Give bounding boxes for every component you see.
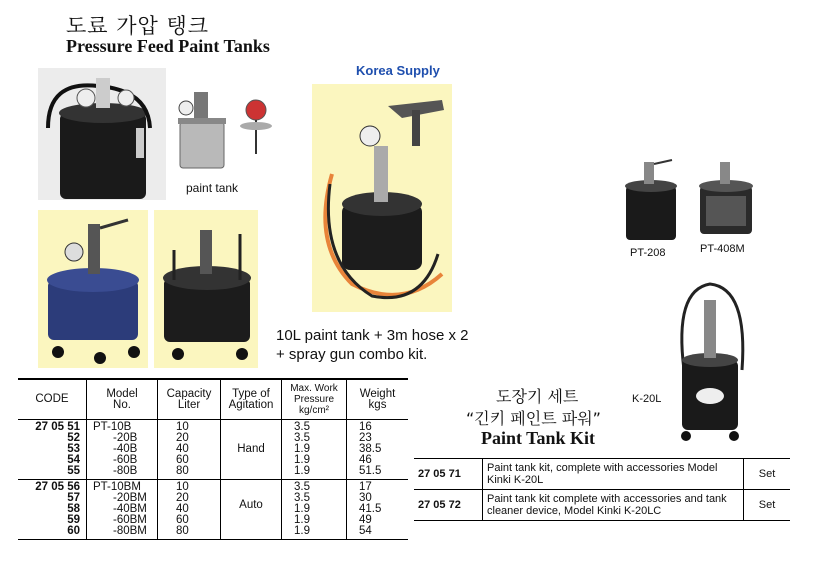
kit-title-korean: 도장기 세트 [496,387,579,406]
table-cell-code: 58 [67,503,80,515]
pressure-tank-icon [38,68,166,200]
kit-cell-unit: Set [744,459,791,490]
table-row-group-auto [18,480,408,540]
blue-tank-icon [38,210,148,368]
table-cell-model: -80B [113,465,138,477]
table-cell-weight: 17 [359,481,372,493]
header-weight: Weight kgs [347,379,409,420]
spec-table [18,378,408,540]
table-cell-weight: 38.5 [359,443,382,455]
kit-cell-desc: Paint tank kit complete with accessories and tank cleaner device, Model Kinki K-20LC [483,490,744,521]
table-cell-capacity: 80 [176,465,189,477]
caption-pt208: PT-208 [630,247,666,259]
caption-k20l: K-20L [632,393,662,405]
black-tank-photo [154,210,258,368]
k20l-tank-icon [664,270,756,444]
table-cell-agitation: Hand [221,420,282,480]
caption-pt408m: PT-408M [700,243,745,255]
table-cell-code: 60 [67,525,80,537]
table-cell-code: 27 05 56 [35,481,80,493]
table-cell-weight: 51.5 [359,465,382,477]
table-cell-capacity: 10 [176,421,189,433]
table-cell-code: 59 [67,514,80,526]
table-cell-model: -80BM [113,525,147,537]
table-cell-pressure: 3.5 [294,432,310,444]
pt408m-tank-icon [692,158,758,238]
table-row-group-hand [18,420,408,480]
paint-tank-photo [170,84,280,184]
title-english: Pressure Feed Paint Tanks [66,36,270,56]
kit-title-english: Paint Tank Kit [481,428,596,448]
spec-table-header [18,379,408,420]
table-cell-model: PT-10BM [93,481,141,493]
table-cell-code: 55 [67,465,80,477]
pressure-tank-photo [38,68,166,200]
supplier-label: Korea Supply [356,63,440,78]
table-cell-capacity: 40 [176,443,189,455]
table-cell-capacity: 40 [176,503,189,515]
header-model: Model No. [87,379,158,420]
header-capacity: Capacity Liter [158,379,221,420]
black-tank-icon [154,210,258,368]
silver-tank-icon [170,84,280,184]
table-cell-weight: 23 [359,432,372,444]
table-cell-model: -40BM [113,503,147,515]
kit-cell-code: 27 05 72 [414,490,483,521]
table-row [414,490,790,521]
table-cell-pressure: 1.9 [294,525,310,537]
pt408m-photo [692,158,758,238]
k20l-photo [664,270,756,444]
kit-table [414,458,790,521]
table-cell-code: 27 05 51 [35,421,80,433]
table-cell-pressure: 1.9 [294,514,310,526]
caption-paint-tank: paint tank [186,181,239,195]
kit-cell-unit: Set [744,490,791,521]
table-row [414,459,790,490]
table-cell-capacity: 60 [176,514,189,526]
pt208-photo [614,156,686,244]
table-cell-pressure: 3.5 [294,481,310,493]
table-cell-code: 54 [67,454,80,466]
blue-tank-photo [38,210,148,368]
table-cell-weight: 46 [359,454,372,466]
header-code: CODE [18,379,87,420]
table-cell-pressure: 1.9 [294,443,310,455]
table-cell-pressure: 1.9 [294,465,310,477]
table-cell-model: -20BM [113,492,147,504]
combo-kit-icon [312,84,452,312]
title-korean: 도료 가압 탱크 [66,14,210,38]
table-cell-code: 52 [67,432,80,444]
table-cell-capacity: 80 [176,525,189,537]
table-cell-capacity: 20 [176,432,189,444]
table-cell-pressure: 1.9 [294,503,310,515]
table-cell-code: 53 [67,443,80,455]
kit-subtitle-korean: “긴키 페인트 파워” [466,409,601,428]
table-cell-weight: 30 [359,492,372,504]
combo-kit-caption: 10L paint tank + 3m hose x 2 + spray gun combo kit. [276,327,469,363]
pt208-tank-icon [614,156,686,244]
table-cell-model: -60BM [113,514,147,526]
table-cell-capacity: 20 [176,492,189,504]
table-cell-capacity: 10 [176,481,189,493]
table-cell-model: -20B [113,432,138,444]
table-cell-code: 57 [67,492,80,504]
header-pressure: Max. Work Pressure kg/cm² [282,379,347,420]
table-cell-weight: 16 [359,421,372,433]
table-cell-capacity: 60 [176,454,189,466]
table-cell-pressure: 3.5 [294,421,310,433]
table-cell-weight: 49 [359,514,372,526]
kit-cell-desc: Paint tank kit, complete with accessories Model Kinki K-20L [483,459,744,490]
table-cell-weight: 41.5 [359,503,382,515]
table-cell-model: -40B [113,443,138,455]
combo-kit-photo [312,84,452,312]
header-agitation: Type of Agitation [221,379,282,420]
table-cell-pressure: 1.9 [294,454,310,466]
kit-cell-code: 27 05 71 [414,459,483,490]
table-cell-model: PT-10B [93,421,132,433]
table-cell-pressure: 3.5 [294,492,310,504]
table-cell-weight: 54 [359,525,372,537]
table-cell-model: -60B [113,454,138,466]
table-cell-agitation: Auto [221,480,282,540]
